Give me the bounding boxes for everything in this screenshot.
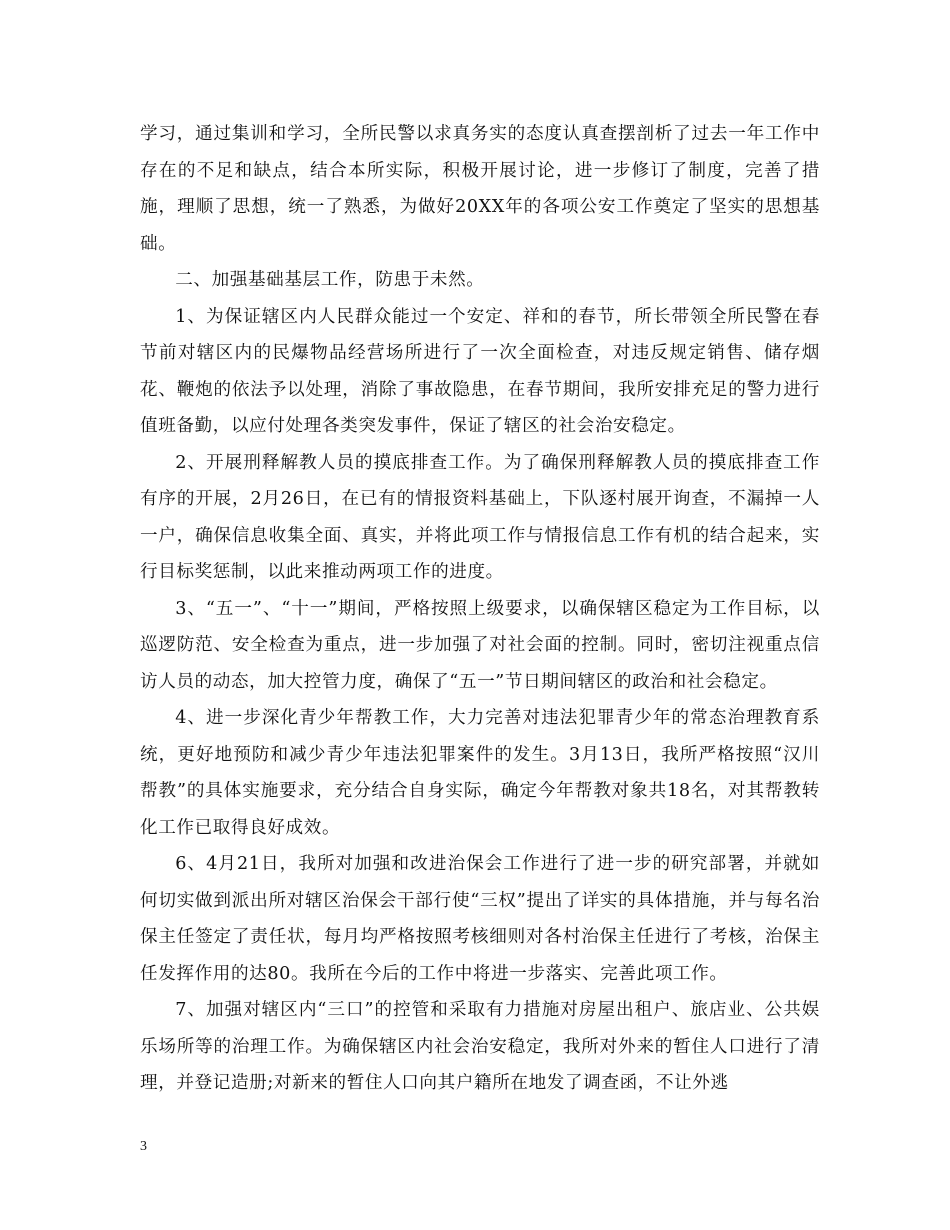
paragraph-item-4: 4、进一步深化青少年帮教工作，大力完善对违法犯罪青少年的常态治理教育系统，更好地预防和减少青少年违法犯罪案件的发生。3月13日，我所严格按照“汉川帮教”的具体实施要求，充分结合自身实际，确定今年帮教对象共18名，对其帮教转化工作已取得良好成效。: [140, 708, 820, 838]
section-heading: 二、加强基础基层工作，防患于未然。: [175, 270, 485, 290]
paragraph-item-7: 7、加强对辖区内“三口”的控管和采取有力措施对房屋出租户、旅店业、公共娱乐场所等的治理工作。为确保辖区内社会治安稳定，我所对外来的暂住人口进行了清理，并登记造册;对新来的暂住人口向其户籍所在地发了调查函，不让外逃: [140, 1000, 820, 1093]
paragraph-item-6: 6、4月21日，我所对加强和改进治保会工作进行了进一步的研究部署，并就如何切实做到派出所对辖区治保会干部行使“三权”提出了详实的具体措施，并与每名治保主任签定了责任状，每月均严格按照考核细则对各村治保主任进行了考核，治保主任发挥作用的达80。我所在今后的工作中将进一步落实、完善此项工作。: [140, 854, 820, 984]
paragraph-item-3: 3、“五一”、“十一”期间，严格按照上级要求，以确保辖区稳定为工作目标，以巡逻防范、安全检查为重点，进一步加强了对社会面的控制。同时，密切注视重点信访人员的动态，加大控管力度，确保了“五一”节日期间辖区的政治和社会稳定。: [140, 598, 820, 692]
page-number: 3: [140, 1139, 147, 1154]
paragraph-item-1: 1、为保证辖区内人民群众能过一个安定、祥和的春节，所长带领全所民警在春节前对辖区内的民爆物品经营场所进行了一次全面检查，对违反规定销售、储存烟花、鞭炮的依法予以处理，消除了事故隐患，在春节期间，我所安排充足的警力进行值班备勤，以应付处理各类突发事件，保证了辖区的社会治安稳定。: [140, 306, 820, 436]
paragraph-item-2: 2、开展刑释解教人员的摸底排查工作。为了确保刑释解教人员的摸底排查工作有序的开展，2月26日，在已有的情报资料基础上，下队逐村展开询查，不漏掉一人一户，确保信息收集全面、真实，并将此项工作与情报信息工作有机的结合起来，实行目标奖惩制，以此来推动两项工作的进度。: [140, 452, 820, 582]
paragraph-1: 学习，通过集训和学习，全所民警以求真务实的态度认真查摆剖析了过去一年工作中存在的不足和缺点，结合本所实际，积极开展讨论，进一步修订了制度，完善了措施，理顺了思想，统一了熟悉，为做好20XX年的各项公安工作奠定了坚实的思想基础。: [140, 124, 820, 254]
document-body: [140, 116, 820, 1102]
